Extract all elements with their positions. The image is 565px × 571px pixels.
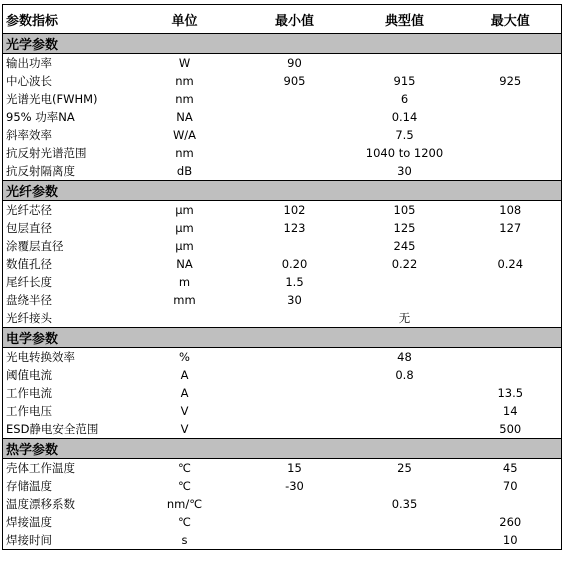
param-name-cell: 斜率效率 xyxy=(6,128,52,142)
typ-value-cell: 125 xyxy=(393,221,416,235)
unit-cell: mm xyxy=(173,293,196,307)
table-row xyxy=(3,108,562,126)
unit-cell: μm xyxy=(175,203,194,217)
unit-cell: μm xyxy=(175,239,194,253)
min-value-cell xyxy=(240,531,350,550)
table-row xyxy=(3,54,562,73)
typ-value-cell xyxy=(350,513,460,531)
typ-value-cell xyxy=(350,477,460,495)
typ-value-cell: 6 xyxy=(400,92,409,106)
unit-cell xyxy=(130,309,240,328)
table-row xyxy=(3,459,562,478)
unit-cell: nm xyxy=(175,146,194,160)
unit-cell: nm/℃ xyxy=(166,497,203,511)
unit-cell: ℃ xyxy=(178,479,191,493)
section-title: 热学参数 xyxy=(3,439,562,459)
unit-cell: s xyxy=(181,533,188,547)
section-header-row xyxy=(3,181,562,201)
min-value-cell: 905 xyxy=(283,74,306,88)
typ-value-cell xyxy=(350,531,460,550)
min-value-cell xyxy=(240,495,350,513)
table-row xyxy=(3,219,562,237)
param-name-cell: ESD静电安全范围 xyxy=(6,422,99,436)
table-row xyxy=(3,162,562,181)
min-value-cell xyxy=(240,348,350,367)
typ-value-cell: 0.35 xyxy=(391,497,418,511)
typ-value-cell: 245 xyxy=(393,239,416,253)
max-value-cell xyxy=(460,144,562,162)
header-param: 参数指标 xyxy=(6,13,59,29)
header-unit: 单位 xyxy=(171,13,198,29)
section-header-row xyxy=(3,34,562,54)
param-name-cell: 涂覆层直径 xyxy=(6,239,64,253)
param-name-cell: 包层直径 xyxy=(6,221,52,235)
typ-value-cell: 0.8 xyxy=(395,368,414,382)
table-row xyxy=(3,237,562,255)
unit-cell: μm xyxy=(175,221,194,235)
min-value-cell xyxy=(240,513,350,531)
table-row xyxy=(3,273,562,291)
section-title: 光纤参数 xyxy=(3,181,562,201)
max-value-cell: 13.5 xyxy=(497,386,524,400)
table-row xyxy=(3,384,562,402)
max-value-cell: 0.24 xyxy=(497,257,524,271)
min-value-cell: -30 xyxy=(285,479,304,493)
unit-cell: % xyxy=(179,350,190,364)
max-value-cell: 10 xyxy=(502,533,518,547)
param-name-cell: 阈值电流 xyxy=(6,368,52,382)
max-value-cell xyxy=(460,291,562,309)
min-value-cell xyxy=(240,108,350,126)
unit-cell: V xyxy=(180,422,189,436)
table-row xyxy=(3,513,562,531)
typ-value-cell xyxy=(350,384,460,402)
typ-value-cell xyxy=(350,291,460,309)
typ-value-cell: 30 xyxy=(397,164,412,178)
max-value-cell xyxy=(460,126,562,144)
min-value-cell xyxy=(240,162,350,181)
max-value-cell xyxy=(460,54,562,73)
min-value-cell: 90 xyxy=(287,56,302,70)
typ-value-cell: 105 xyxy=(393,203,416,217)
min-value-cell: 30 xyxy=(287,293,302,307)
table-row xyxy=(3,291,562,309)
typ-value-cell xyxy=(350,402,460,420)
param-name-cell: 温度漂移系数 xyxy=(6,497,75,511)
unit-cell: W xyxy=(178,56,191,70)
header-min: 最小值 xyxy=(274,13,314,29)
max-value-cell: 14 xyxy=(502,404,518,418)
min-value-cell: 15 xyxy=(287,461,302,475)
min-value-cell xyxy=(240,126,350,144)
param-name-cell: 95% 功率NA xyxy=(6,110,75,124)
max-value-cell: 45 xyxy=(502,461,518,475)
table-row xyxy=(3,144,562,162)
param-name-cell: 输出功率 xyxy=(6,56,52,70)
max-value-cell xyxy=(460,90,562,108)
max-value-cell xyxy=(460,108,562,126)
table-row xyxy=(3,72,562,90)
table-row xyxy=(3,366,562,384)
unit-cell: NA xyxy=(176,110,193,124)
section-title: 光学参数 xyxy=(3,34,562,54)
unit-cell: nm xyxy=(175,92,194,106)
header-max: 最大值 xyxy=(490,13,530,29)
max-value-cell: 260 xyxy=(499,515,522,529)
typ-value-cell: 1040 to 1200 xyxy=(365,146,444,160)
table-row xyxy=(3,531,562,550)
param-name-cell: 工作电流 xyxy=(6,386,52,400)
max-value-cell: 70 xyxy=(502,479,518,493)
unit-cell: ℃ xyxy=(178,461,191,475)
table-body xyxy=(3,34,562,550)
typ-value-cell: 915 xyxy=(393,74,416,88)
typ-value-cell xyxy=(350,54,460,73)
typ-value-cell xyxy=(350,420,460,439)
typ-value-cell: 0.22 xyxy=(391,257,418,271)
min-value-cell: 123 xyxy=(283,221,306,235)
typ-value-cell: 7.5 xyxy=(395,128,414,142)
min-value-cell xyxy=(240,420,350,439)
section-header-row xyxy=(3,328,562,348)
unit-cell: W/A xyxy=(172,128,197,142)
max-value-cell xyxy=(460,495,562,513)
max-value-cell xyxy=(460,366,562,384)
min-value-cell xyxy=(240,402,350,420)
param-name-cell: 光纤接头 xyxy=(6,311,52,325)
max-value-cell: 500 xyxy=(499,422,522,436)
param-name-cell: 盘绕半径 xyxy=(6,293,52,307)
param-name-cell: 工作电压 xyxy=(6,404,52,418)
min-value-cell: 1.5 xyxy=(285,275,304,289)
typ-value-cell: 48 xyxy=(397,350,412,364)
param-name-cell: 中心波长 xyxy=(6,74,52,88)
param-name-cell: 壳体工作温度 xyxy=(6,461,75,475)
param-name-cell: 尾纤长度 xyxy=(6,275,52,289)
typ-value-cell: 25 xyxy=(397,461,412,475)
min-value-cell xyxy=(240,144,350,162)
table-row xyxy=(3,201,562,220)
spec-table xyxy=(2,4,562,550)
unit-cell: V xyxy=(180,404,189,418)
param-name-cell: 数值孔径 xyxy=(6,257,52,271)
param-name-cell: 光电转换效率 xyxy=(6,350,75,364)
max-value-cell xyxy=(460,237,562,255)
typ-value-cell: 0.14 xyxy=(391,110,418,124)
min-value-cell xyxy=(240,90,350,108)
max-value-cell xyxy=(460,348,562,367)
unit-cell: m xyxy=(178,275,191,289)
header-row xyxy=(3,5,562,34)
unit-cell: NA xyxy=(176,257,193,271)
min-value-cell xyxy=(240,366,350,384)
typ-value-cell xyxy=(350,273,460,291)
unit-cell: A xyxy=(180,368,189,382)
param-name-cell: 光纤芯径 xyxy=(6,203,52,217)
param-name-cell: 抗反射光谱范围 xyxy=(6,146,87,160)
unit-cell: dB xyxy=(176,164,193,178)
param-name-cell: 焊接时间 xyxy=(6,533,52,547)
param-name-cell: 光谱光电(FWHM) xyxy=(6,92,98,106)
param-name-cell: 抗反射隔离度 xyxy=(6,164,75,178)
max-value-cell xyxy=(460,162,562,181)
max-value-cell xyxy=(460,273,562,291)
header-typ: 典型值 xyxy=(384,13,424,29)
param-name-cell: 存储温度 xyxy=(6,479,52,493)
table-row xyxy=(3,126,562,144)
max-value-cell: 127 xyxy=(499,221,522,235)
min-value-cell: 102 xyxy=(283,203,306,217)
unit-cell: ℃ xyxy=(178,515,191,529)
max-value-cell: 925 xyxy=(499,74,522,88)
table-row xyxy=(3,348,562,367)
section-title: 电学参数 xyxy=(3,328,562,348)
table-row xyxy=(3,402,562,420)
table-row xyxy=(3,309,562,328)
min-value-cell xyxy=(240,237,350,255)
table-row xyxy=(3,495,562,513)
max-value-cell xyxy=(460,309,562,328)
typ-value-cell: 无 xyxy=(398,311,411,325)
section-header-row xyxy=(3,439,562,459)
max-value-cell: 108 xyxy=(499,203,522,217)
param-name-cell: 焊接温度 xyxy=(6,515,52,529)
min-value-cell: 0.20 xyxy=(281,257,308,271)
table-row xyxy=(3,90,562,108)
table-row xyxy=(3,477,562,495)
unit-cell: A xyxy=(180,386,189,400)
unit-cell: nm xyxy=(175,74,194,88)
min-value-cell xyxy=(240,384,350,402)
table-row xyxy=(3,255,562,273)
min-value-cell xyxy=(240,309,350,328)
table-row xyxy=(3,420,562,439)
